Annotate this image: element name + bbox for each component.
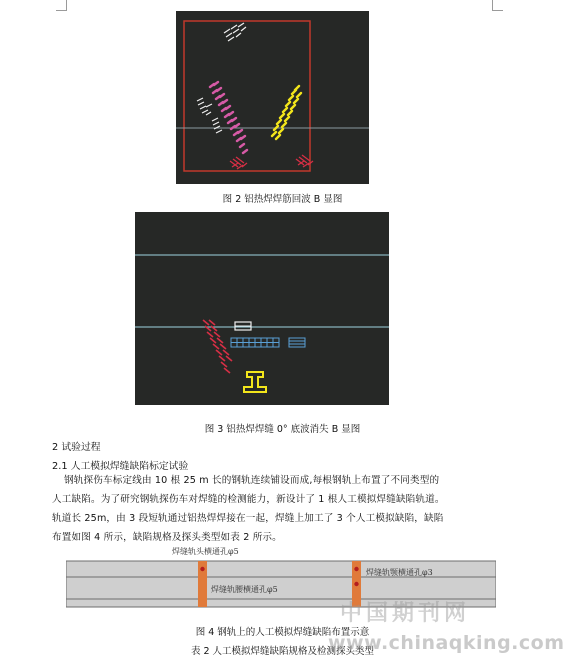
table-2-caption: 表 2 人工模拟焊缝缺陷规格及检测探头类型 (190, 646, 375, 657)
figure-2-bscan (176, 11, 369, 184)
subsection-heading: 2.1 人工模拟焊缝缺陷标定试验 (52, 461, 189, 472)
page-corner-mark-tl (56, 0, 67, 11)
body-line-1: 钢轨探伤车标定线由 10 根 25 m 长的钢轨连续铺设而成,每根钢轨上布置了不同类型的 (64, 475, 440, 486)
figure-3-bscan-graphic (135, 212, 389, 405)
fig4-label-rail-jaw: 焊缝轨颚横通孔φ3 (366, 568, 433, 577)
fig4-label-rail-head: 焊缝轨头横通孔φ5 (172, 547, 239, 556)
watermark-chinese: 中国期刊网 (340, 601, 471, 626)
page-corner-mark-tr (492, 0, 503, 11)
figure-3-bscan (135, 212, 389, 405)
watermark-url: www.chinaqking.com (328, 632, 565, 654)
figure-3-caption: 图 3 铝热焊焊缝 0° 底波消失 B 显图 (204, 424, 361, 435)
figure-2-bscan-graphic (176, 11, 369, 184)
body-line-3: 轨道长 25m，由 3 段短轨通过铝热焊焊接在一起，焊缝上加工了 3 个人工模拟缺陷，缺陷 (52, 513, 444, 524)
figure-2-caption: 图 2 铝热焊焊筋回波 B 显图 (222, 194, 343, 205)
fig4-label-rail-web: 焊缝轨腰横通孔φ5 (211, 585, 278, 594)
body-line-4: 布置如图 4 所示，缺陷规格及探头类型如表 2 所示。 (52, 532, 282, 543)
section-heading: 2 试验过程 (52, 442, 101, 453)
figure-4-caption: 图 4 钢轨上的人工模拟焊缝缺陷布置示意 (195, 627, 370, 638)
body-line-2: 人工缺陷。为了研究钢轨探伤车对焊缝的检测能力，新设计了 1 根人工模拟焊缝缺陷轨道。 (52, 494, 445, 505)
